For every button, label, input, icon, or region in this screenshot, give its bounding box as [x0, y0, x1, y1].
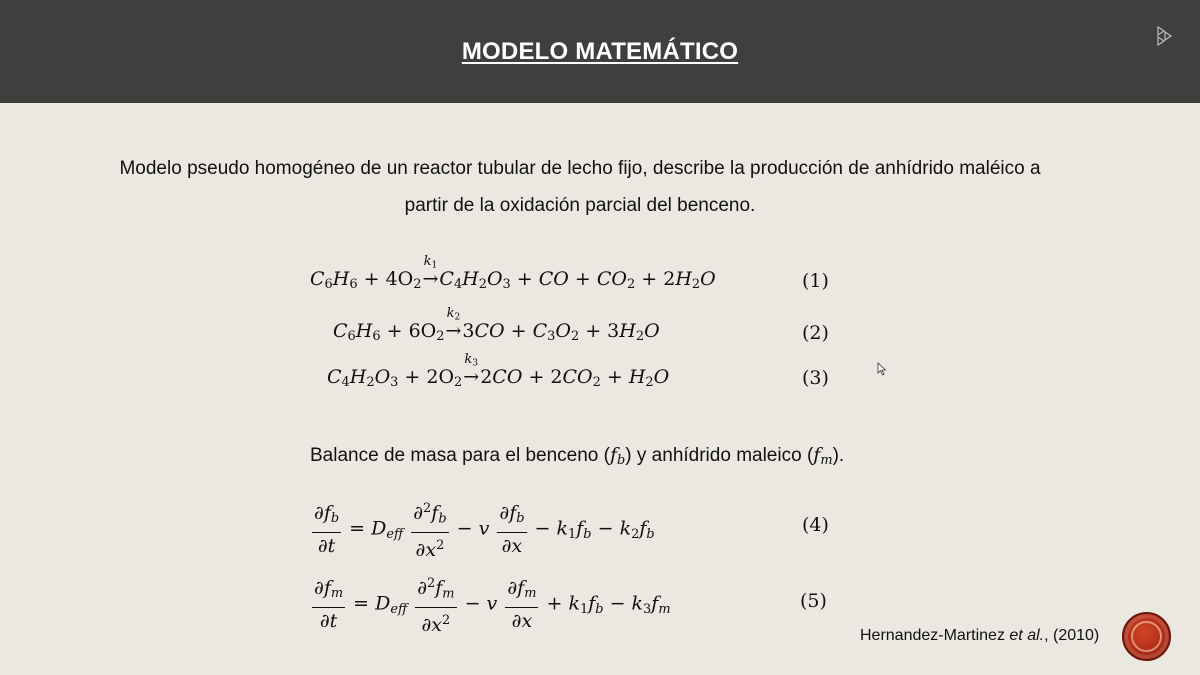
- equation-number-4: (4): [802, 514, 829, 536]
- equation-number-2: (2): [802, 322, 829, 344]
- reference-etal: et al.: [1009, 627, 1045, 644]
- mouse-pointer-icon: [877, 362, 887, 376]
- pde-equation-4: $\frac{\partial f_b}{\partial t}$ = $D_{eff}$ $\frac{\partial^2f_b}{\partial x^2}$ − v $\frac{\partial f_b}{\partial x}$ − $k_1f_b - k_2f_b$: [310, 498, 655, 561]
- pde-equation-5: $\frac{\partial f_m}{\partial t}$ = $D_{eff}$ $\frac{\partial^2f_m}{\partial x^2}$ − v $\frac{\partial f_m}{\partial x}$ + $k_1f_b - k_3f_m$: [310, 573, 671, 636]
- equation-number-1: (1): [802, 270, 829, 292]
- balance-text-c: ).: [832, 445, 845, 466]
- slide-title: MODELO MATEMÁTICO: [461, 38, 739, 65]
- mass-balance-text: [310, 444, 844, 468]
- equation-number-5: (5): [800, 590, 827, 612]
- equation-number-3: (3): [802, 367, 829, 389]
- header-bar: [0, 0, 1200, 103]
- reaction-equation-1: $C_6H_6 + 4O_2$ $k_1$ $\to C_4H_2O_3$ + CO + $CO_2 + 2H_2O$: [310, 254, 716, 293]
- reaction-equation-2: $C_6H_6 + 6O_2$ $k_2$ $\to 3CO + C_3O_2 + 3H_2O$: [333, 306, 660, 345]
- intro-line-2: partir de la oxidación parcial del benceno.: [404, 195, 756, 216]
- balance-text-b: ) y anhídrido maleico (: [625, 445, 814, 466]
- reaction-equation-3: $C_4H_2O_3 + 2O_2$ $k_3$ $\to 2CO + 2CO_2 + H_2O$: [327, 352, 670, 391]
- balance-text-a: Balance de masa para el benceno (: [310, 445, 610, 466]
- reference-year: , (2010): [1044, 627, 1100, 644]
- citation-reference: [860, 627, 1099, 645]
- intro-paragraph: [60, 150, 1100, 224]
- reference-authors: Hernandez-Martinez: [860, 627, 1010, 644]
- intro-line-1: Modelo pseudo homogéneo de un reactor tubular de lecho fijo, describe la producción de anhídrido maléico a: [119, 158, 1041, 179]
- var-fm: $f_m$: [813, 444, 833, 469]
- arrow-icon: $k_3$ →: [463, 352, 480, 388]
- triangle-bullets-icon: [1156, 26, 1174, 46]
- arrow-icon: $k_2$ →: [445, 306, 462, 342]
- var-fb: $f_b$: [609, 444, 626, 469]
- arrow-icon: $k_1$ →: [422, 254, 439, 290]
- red-seal-icon: [1122, 612, 1171, 661]
